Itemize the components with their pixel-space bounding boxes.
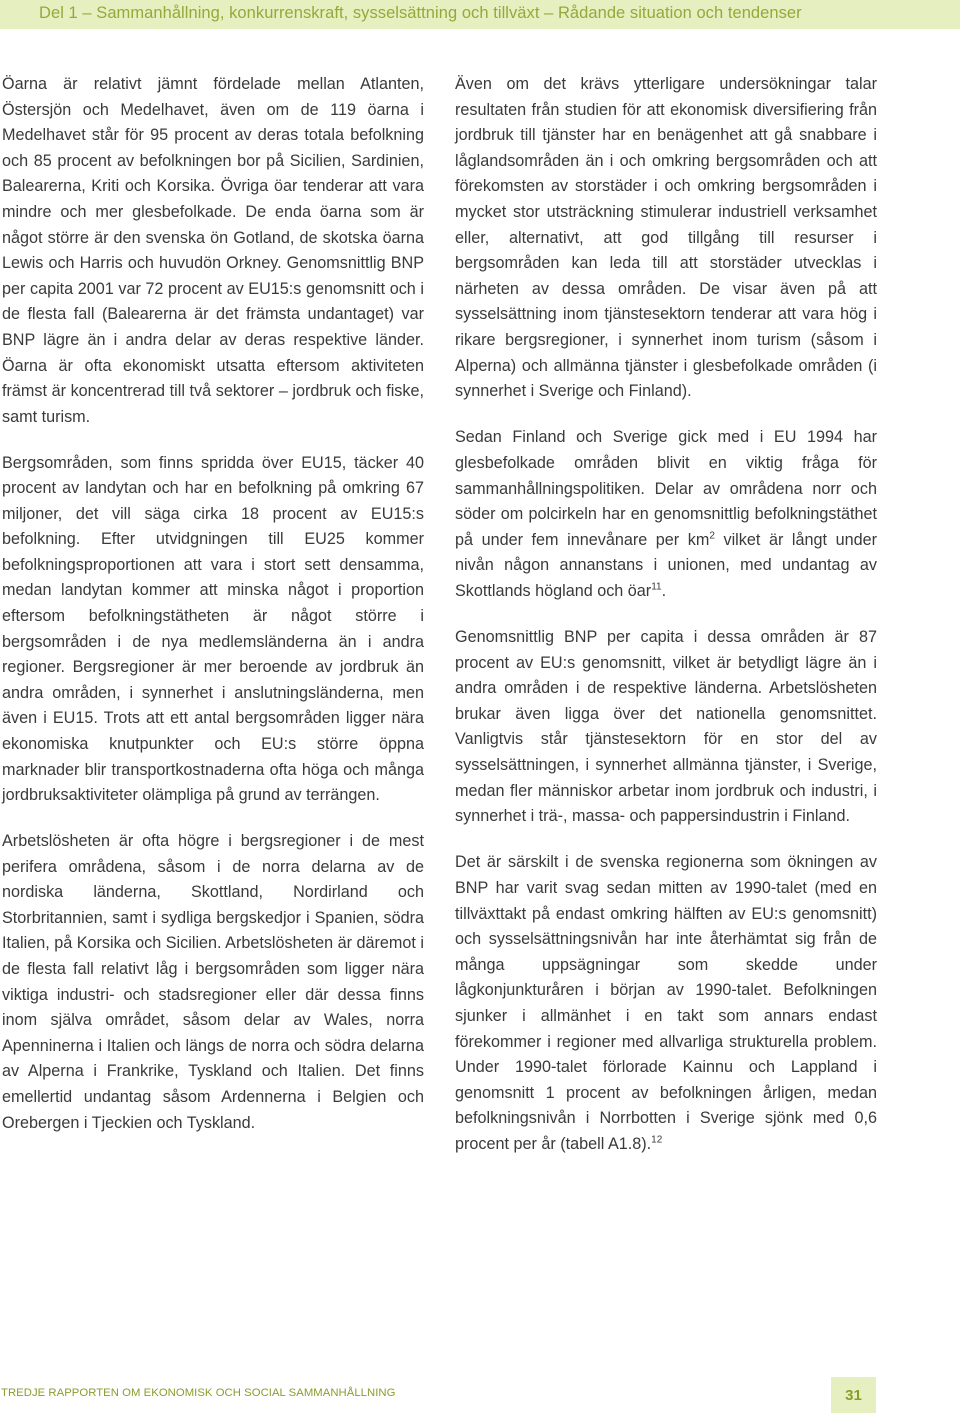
paragraph-unemployment: Arbetslösheten är ofta högre i bergsregioner i de mest perifera områdena, såsom i de norra delarna av de nordiska länderna, Skottland, Nordirland och Storbritannien, samt i sydliga bergskedjor i Spanien, södra Italien, på Korsika och Sicilien. Arbetslösheten är däremot i de flesta fall relativt låg i bergsområden som ligger nära viktiga industri- och stadsregioner eller där dessa finns inom själva området, såsom delar av Wales, norra Apenninerna i Italien och längs de norra och södra delarna av Alperna i Frankrike, Tyskland och Italien. Det finns emellertid undantag såsom Ardennerna i Belgien och Orebergen i Tjeckien och Tyskland. (2, 832, 424, 1132)
footer-publication-title: TREDJE RAPPORTEN OM EKONOMISK OCH SOCIAL SAMMANHÅLLNING (1, 1387, 396, 1399)
text-span: Sedan Finland och Sverige gick med i EU 1994 har glesbefolkade områden blivit en viktig fråga för sammanhållningspolitiken. Delar av områdena norr och söder om polcirkeln har en genomsnittlig befolkningstäthet på under fem innevånare per km (455, 428, 877, 549)
paragraph-sparsely-populated (455, 425, 877, 604)
footnote-ref-11: 11 (651, 581, 662, 593)
text-span: vilket är långt under nivån någon annanstans i unionen, med undantag av Skottlands högland och öar (455, 530, 877, 600)
paragraph-diversification: Även om det krävs ytterligare undersökningar talar resultaten från studien för att ekonomisk diversifiering från jordbruk till tjänster har en benägenhet att gå snabbare i låglandsområden än i och omkring bergsområden och att förekomsten av storstäder i och omkring bergsområden i mycket stor utsträckning stimulerar industriell verksamhet eller, alternativt, att god tillgång till resurser i bergsområden kan leda till att storstäder utvecklas i närheten av dessa områden. De visar även på att sysselsättning inom tjänstesektorn tenderar att vara hög i rikare bergsregioner, i synnerhet inom turism (såsom i Alperna) och allmänna tjänster i glesbefolkade områden (i synnerhet i Sverige och Finland). (455, 75, 877, 401)
text-span: . (661, 581, 667, 600)
paragraph-swedish-regions (455, 850, 877, 1157)
superscript-squared: 2 (709, 530, 715, 542)
paragraph-islands: Öarna är relativt jämnt fördelade mellan Atlanten, Östersjön och Medelhavet, även om de 119 öarna i Medelhavet står för 95 procent av deras totala befolkning och 85 procent av befolkningen bor på Sicilien, Sardinien, Balearerna, Kriti och Korsika. Övriga öar tenderar att vara mindre och mer glesbefolkade. De enda öarna som är något större är den svenska ön Gotland, de skotska öarna Lewis och Harris och huvudön Orkney. Genomsnittlig BNP per capita 2001 var 72 procent av EU15:s genomsnitt och i de flesta fall (Balearerna är det främsta undantaget) var BNP lägre än i andra delar av deras respektive länder. Öarna är ofta ekonomiskt utsatta eftersom aktiviteten främst är koncentrerad till två sektorer – jordbruk och fiske, samt turism. (2, 75, 424, 426)
running-header: Del 1 – Sammanhållning, konkurrenskraft, sysselsättning och tillväxt – Rådande situation och tendenser (39, 4, 802, 22)
paragraph-mountain-areas: Bergsområden, som finns spridda över EU15, täcker 40 procent av landytan och har en befolkning på omkring 67 miljoner, det vill säga cirka 18 procent av EU15:s befolkning. Efter utvidgningen till EU25 kommer befolkningsproportionen att vara i stort sett densamma, medan landytan kommer att minska något i proportion eftersom befolkningstätheten är något större i bergsområden i de nya medlemsländerna än i andra regioner. Bergsregioner är mer beroende av jordbruk än andra områden, i synnerhet i anslutningsländerna, men även i EU15. Trots att ett antal bergsområden ligger nära ekonomiska knutpunkter och EU:s större öppna marknader blir transportkostnaderna ofta höga och många jordbruksaktiviteter olämpliga på grund av terrängen. (2, 453, 424, 805)
page-number: 31 (831, 1377, 876, 1413)
text-span: Det är särskilt i de svenska regionerna som ökningen av BNP har varit svag sedan mitten av 1990-talet (med en tillväxttakt på endast omkring hälften av EU:s genomsnitt) och sysselsättningsnivån har inte återhämtat sig från de många uppsägningar som skedde under lågkonjunkturåren i början av 1990-talet. Befolkningen sjunker i allmänhet i en takt som annars endast förekommer i regioner med allvarliga strukturella problem. Under 1990-talet förlorade Kainnu och Lappland i genomsnitt 1 procent av befolkningen årligen, medan befolkningsnivån i Norrbotten i Sverige sjönk med 0,6 procent per år (tabell A1.8). (455, 853, 877, 1153)
footnote-ref-12: 12 (651, 1134, 663, 1146)
header-band (0, 0, 960, 29)
left-column (2, 72, 424, 1156)
paragraph-gdp: Genomsnittlig BNP per capita i dessa områden är 87 procent av EU:s genomsnitt, vilket är betydligt lägre än i andra områden i de respektive länderna. Arbetslösheten brukar även ligga över det nationella genomsnittet. Vanligtvis står tjänstesektorn för en stor del av sysselsättningen, i synnerhet allmänna tjänster, i Sverige, medan fler människor arbetar inom jordbruk och industri, i synnerhet i trä-, massa- och pappersindustrin i Finland. (455, 628, 877, 826)
right-column (455, 72, 877, 1178)
